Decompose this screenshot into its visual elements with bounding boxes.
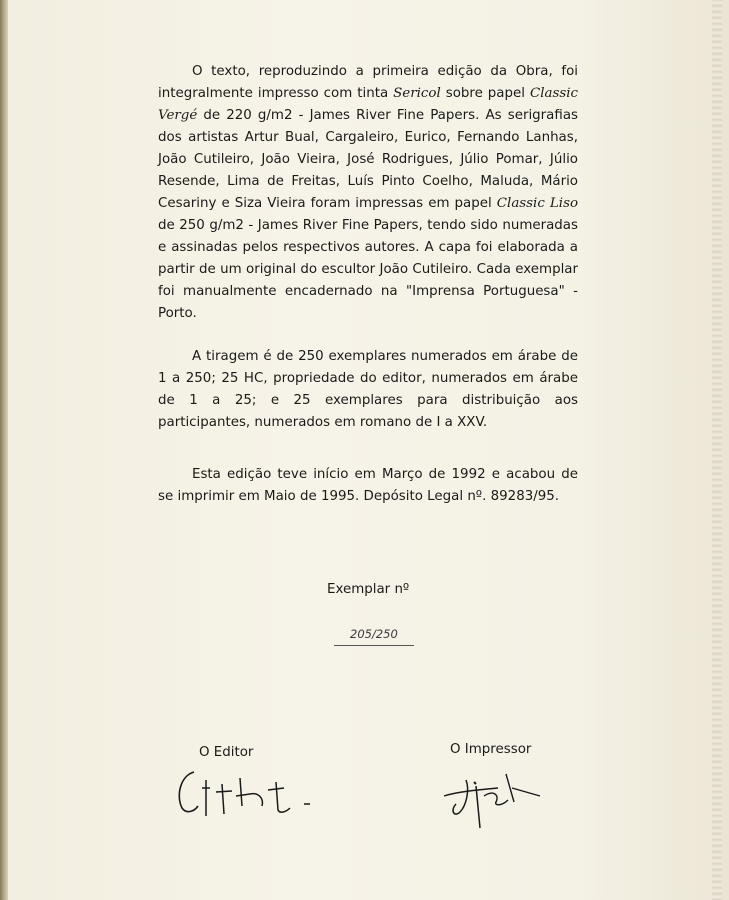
- exemplar-number-handwritten: 205/250: [350, 627, 398, 641]
- p1-text-d: de 250 g/m2 - James River Fine Papers, tendo sido numeradas e assinadas pelos respectivos autores. A capa foi elaborada a partir de um original do escultor João Cutileiro. Cada exemplar foi manualmente encadernado na "Imprensa Portuguesa" - Porto.: [158, 218, 578, 321]
- printer-signature: [436, 766, 556, 836]
- exemplar-number-line: [334, 625, 414, 646]
- p1-text-a: O texto, reproduzindo a primeira edição da Obra, foi integralmente impresso com tinta: [158, 64, 578, 101]
- printer-label: O Impressor: [450, 742, 532, 757]
- p2-text: A tiragem é de 250 exemplares numerados em árabe de 1 a 250; 25 HC, propriedade do editor, numerados em árabe de 1 a 25; e 25 exemplares para distribuição aos participantes, numerados em romano de I a XXV.: [158, 349, 578, 430]
- colophon-paragraph-printing: [158, 61, 578, 325]
- exemplar-label: Exemplar nº: [327, 582, 410, 597]
- editor-signature: [172, 762, 332, 822]
- p1-ink-name: Sericol: [393, 86, 441, 101]
- p1-paper-verge: Classic Vergé: [158, 86, 578, 123]
- p1-paper-liso: Classic Liso: [496, 196, 579, 211]
- p1-text-b: sobre papel: [440, 86, 530, 101]
- editor-label: O Editor: [199, 745, 254, 760]
- colophon-paragraph-dates: [158, 464, 578, 508]
- p3-text: Esta edição teve início em Março de 1992 e acabou de se imprimir em Maio de 1995. Depósito Legal nº. 89283/95.: [158, 467, 578, 504]
- deckle-edge: [712, 0, 722, 900]
- p1-text-c: de 220 g/m2 - James River Fine Papers. As serigrafias dos artistas Artur Bual, Cargaleiro, Eurico, Fernando Lanhas, João Cutileiro, João Vieira, José Rodrigues, Júlio Pomar, Júlio Resende, Lima de Freitas, Luís Pinto Coelho, Maluda, Mário Cesariny e Siza Vieira foram impressas em papel: [158, 108, 578, 211]
- colophon-paragraph-print-run: [158, 346, 578, 434]
